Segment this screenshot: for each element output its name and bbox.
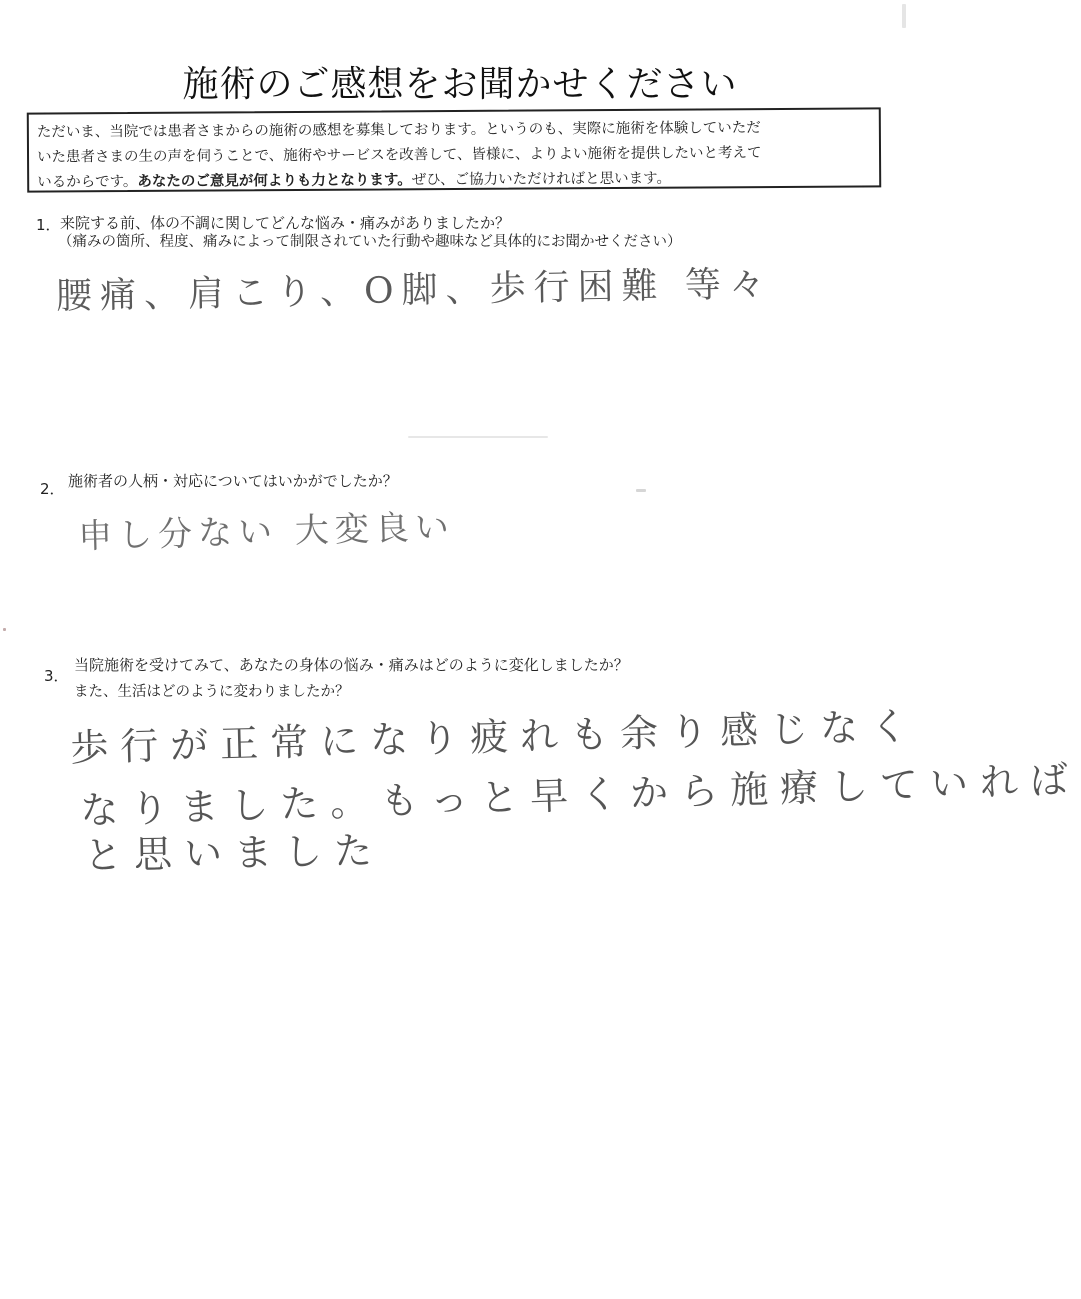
question-2-text: 施術者の人柄・対応についてはいかがでしたか？ bbox=[68, 472, 398, 490]
answer-3-handwriting-line-2: なりました。もっと早くから施療していれば bbox=[79, 757, 1081, 833]
scan-speck bbox=[902, 4, 906, 28]
intro-emphasis: あなたのご意見が何よりも力となります。 bbox=[137, 172, 412, 190]
answer-1-handwriting: 腰痛、肩こり、O脚、歩行困難 等々 bbox=[55, 263, 774, 318]
scan-speck bbox=[636, 489, 646, 492]
question-2-number: 2． bbox=[40, 480, 65, 498]
intro-line-3 bbox=[37, 165, 871, 195]
answer-2-handwriting: 申し分ない 大変良い bbox=[77, 507, 456, 557]
question-1-number: 1． bbox=[36, 216, 61, 234]
question-3-text: 当院施術を受けてみて、あなたの身体の悩み・痛みはどのように変化しましたか？ bbox=[74, 656, 629, 674]
answer-3-handwriting-line-3: と思いました bbox=[83, 828, 385, 878]
page-title: 施術のご感想をお聞かせください bbox=[182, 64, 738, 105]
intro-box bbox=[27, 107, 881, 192]
intro-line-2: いた患者さまの生の声を伺うことで、施術やサービスを改善して、皆様に、よりよい施術を提供したいと考えて bbox=[36, 145, 762, 166]
intro-line-1: ただいま、当院では患者さまからの施術の感想を募集しております。というのも、実際に施術を体験していただ bbox=[36, 120, 761, 141]
intro-line-3-end: ぜひ、ご協力いただければと思います。 bbox=[411, 170, 672, 189]
answer-3-handwriting-line-1: 歩行が正常になり疲れも余り感じなく bbox=[69, 703, 921, 771]
question-3-number: 3． bbox=[44, 667, 69, 685]
intro-line-3-start: いるからです。 bbox=[37, 173, 138, 191]
scan-speck bbox=[408, 436, 548, 438]
scan-speck bbox=[3, 628, 6, 631]
question-1-subtext: （痛みの箇所、程度、痛みによって制限されていた行動や趣味など具体的にお聞かせください） bbox=[58, 234, 682, 250]
question-3-subtext: また、生活はどのように変わりましたか？ bbox=[74, 684, 350, 700]
question-1-text: 来院する前、体の不調に関してどんな悩み・痛みがありましたか？ bbox=[60, 214, 511, 232]
